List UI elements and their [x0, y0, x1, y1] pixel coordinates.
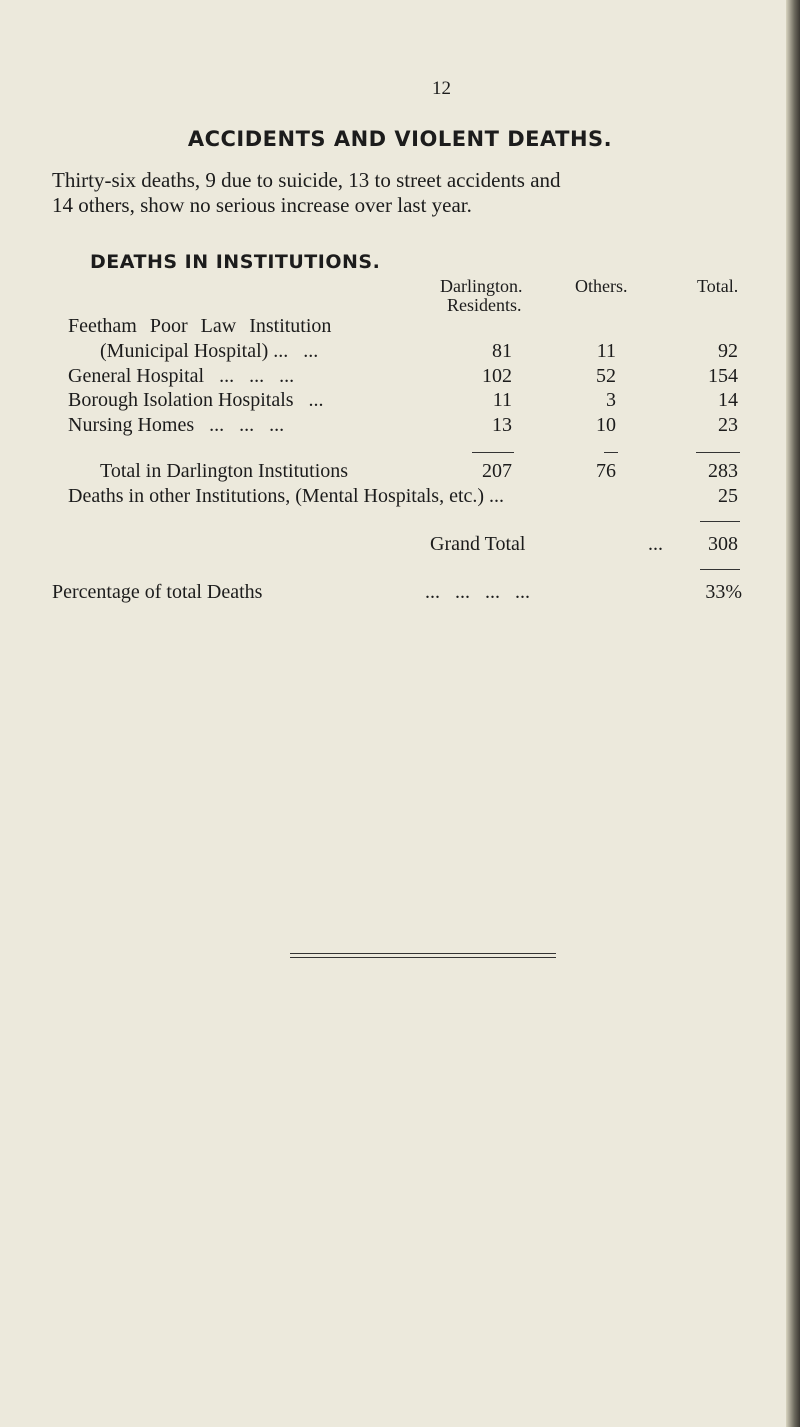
row-label: (Municipal Hospital) ... ... [100, 340, 319, 362]
cell-residents: 102 [482, 365, 512, 387]
institutions-heading: DEATHS IN INSTITUTIONS. [90, 251, 381, 273]
row-label-feetham: Feetham Poor Law Institution [68, 315, 332, 337]
double-rule-top [290, 953, 556, 954]
col-header-others: Others. [575, 276, 628, 296]
cell-residents: 81 [492, 340, 512, 362]
rule-total-2 [700, 521, 740, 522]
cell-total: 25 [718, 485, 738, 507]
cell-total: 23 [718, 414, 738, 436]
other-institutions-label: Deaths in other Institutions, (Mental Hospitals, etc.) ... [68, 485, 505, 507]
rule-others [604, 452, 618, 453]
grand-total-dots: ... [648, 533, 663, 555]
cell-others: 10 [596, 414, 616, 436]
col-header-residents-line2: Residents. [447, 295, 522, 315]
percentage-label: Percentage of total Deaths [52, 581, 263, 603]
row-label: Borough Isolation Hospitals ... [68, 389, 324, 411]
cell-others: 52 [596, 365, 616, 387]
col-header-total: Total. [697, 276, 739, 296]
accidents-paragraph-line2: 14 others, show no serious increase over last year. [52, 193, 472, 217]
double-rule-bottom [290, 957, 556, 958]
cell-residents: 13 [492, 414, 512, 436]
cell-total: 92 [718, 340, 738, 362]
rule-total-3 [700, 569, 740, 570]
cell-total: 14 [718, 389, 738, 411]
cell-others: 76 [596, 460, 616, 482]
cell-total: 308 [708, 533, 738, 555]
accidents-paragraph-line1: Thirty-six deaths, 9 due to suicide, 13 to street accidents and [52, 168, 561, 192]
grand-total-label: Grand Total [430, 533, 526, 555]
cell-others: 11 [596, 340, 616, 362]
col-header-residents: Darlington. [440, 276, 523, 296]
accidents-heading: ACCIDENTS AND VIOLENT DEATHS. [187, 127, 613, 151]
cell-total: 154 [708, 365, 738, 387]
rule-total [696, 452, 740, 453]
cell-total: 33% [705, 581, 742, 603]
cell-total: 283 [708, 460, 738, 482]
percentage-dots: ... ... ... ... [425, 581, 530, 603]
total-darlington-label: Total in Darlington Institutions [100, 460, 349, 482]
cell-residents: 11 [492, 389, 512, 411]
row-label: Nursing Homes ... ... ... [68, 414, 285, 436]
cell-others: 3 [606, 389, 616, 411]
row-label: General Hospital ... ... ... [68, 365, 295, 387]
cell-residents: 207 [482, 460, 512, 482]
page-edge-shadow [786, 0, 800, 1427]
page-number: 12 [432, 78, 451, 99]
rule-residents [472, 452, 514, 453]
